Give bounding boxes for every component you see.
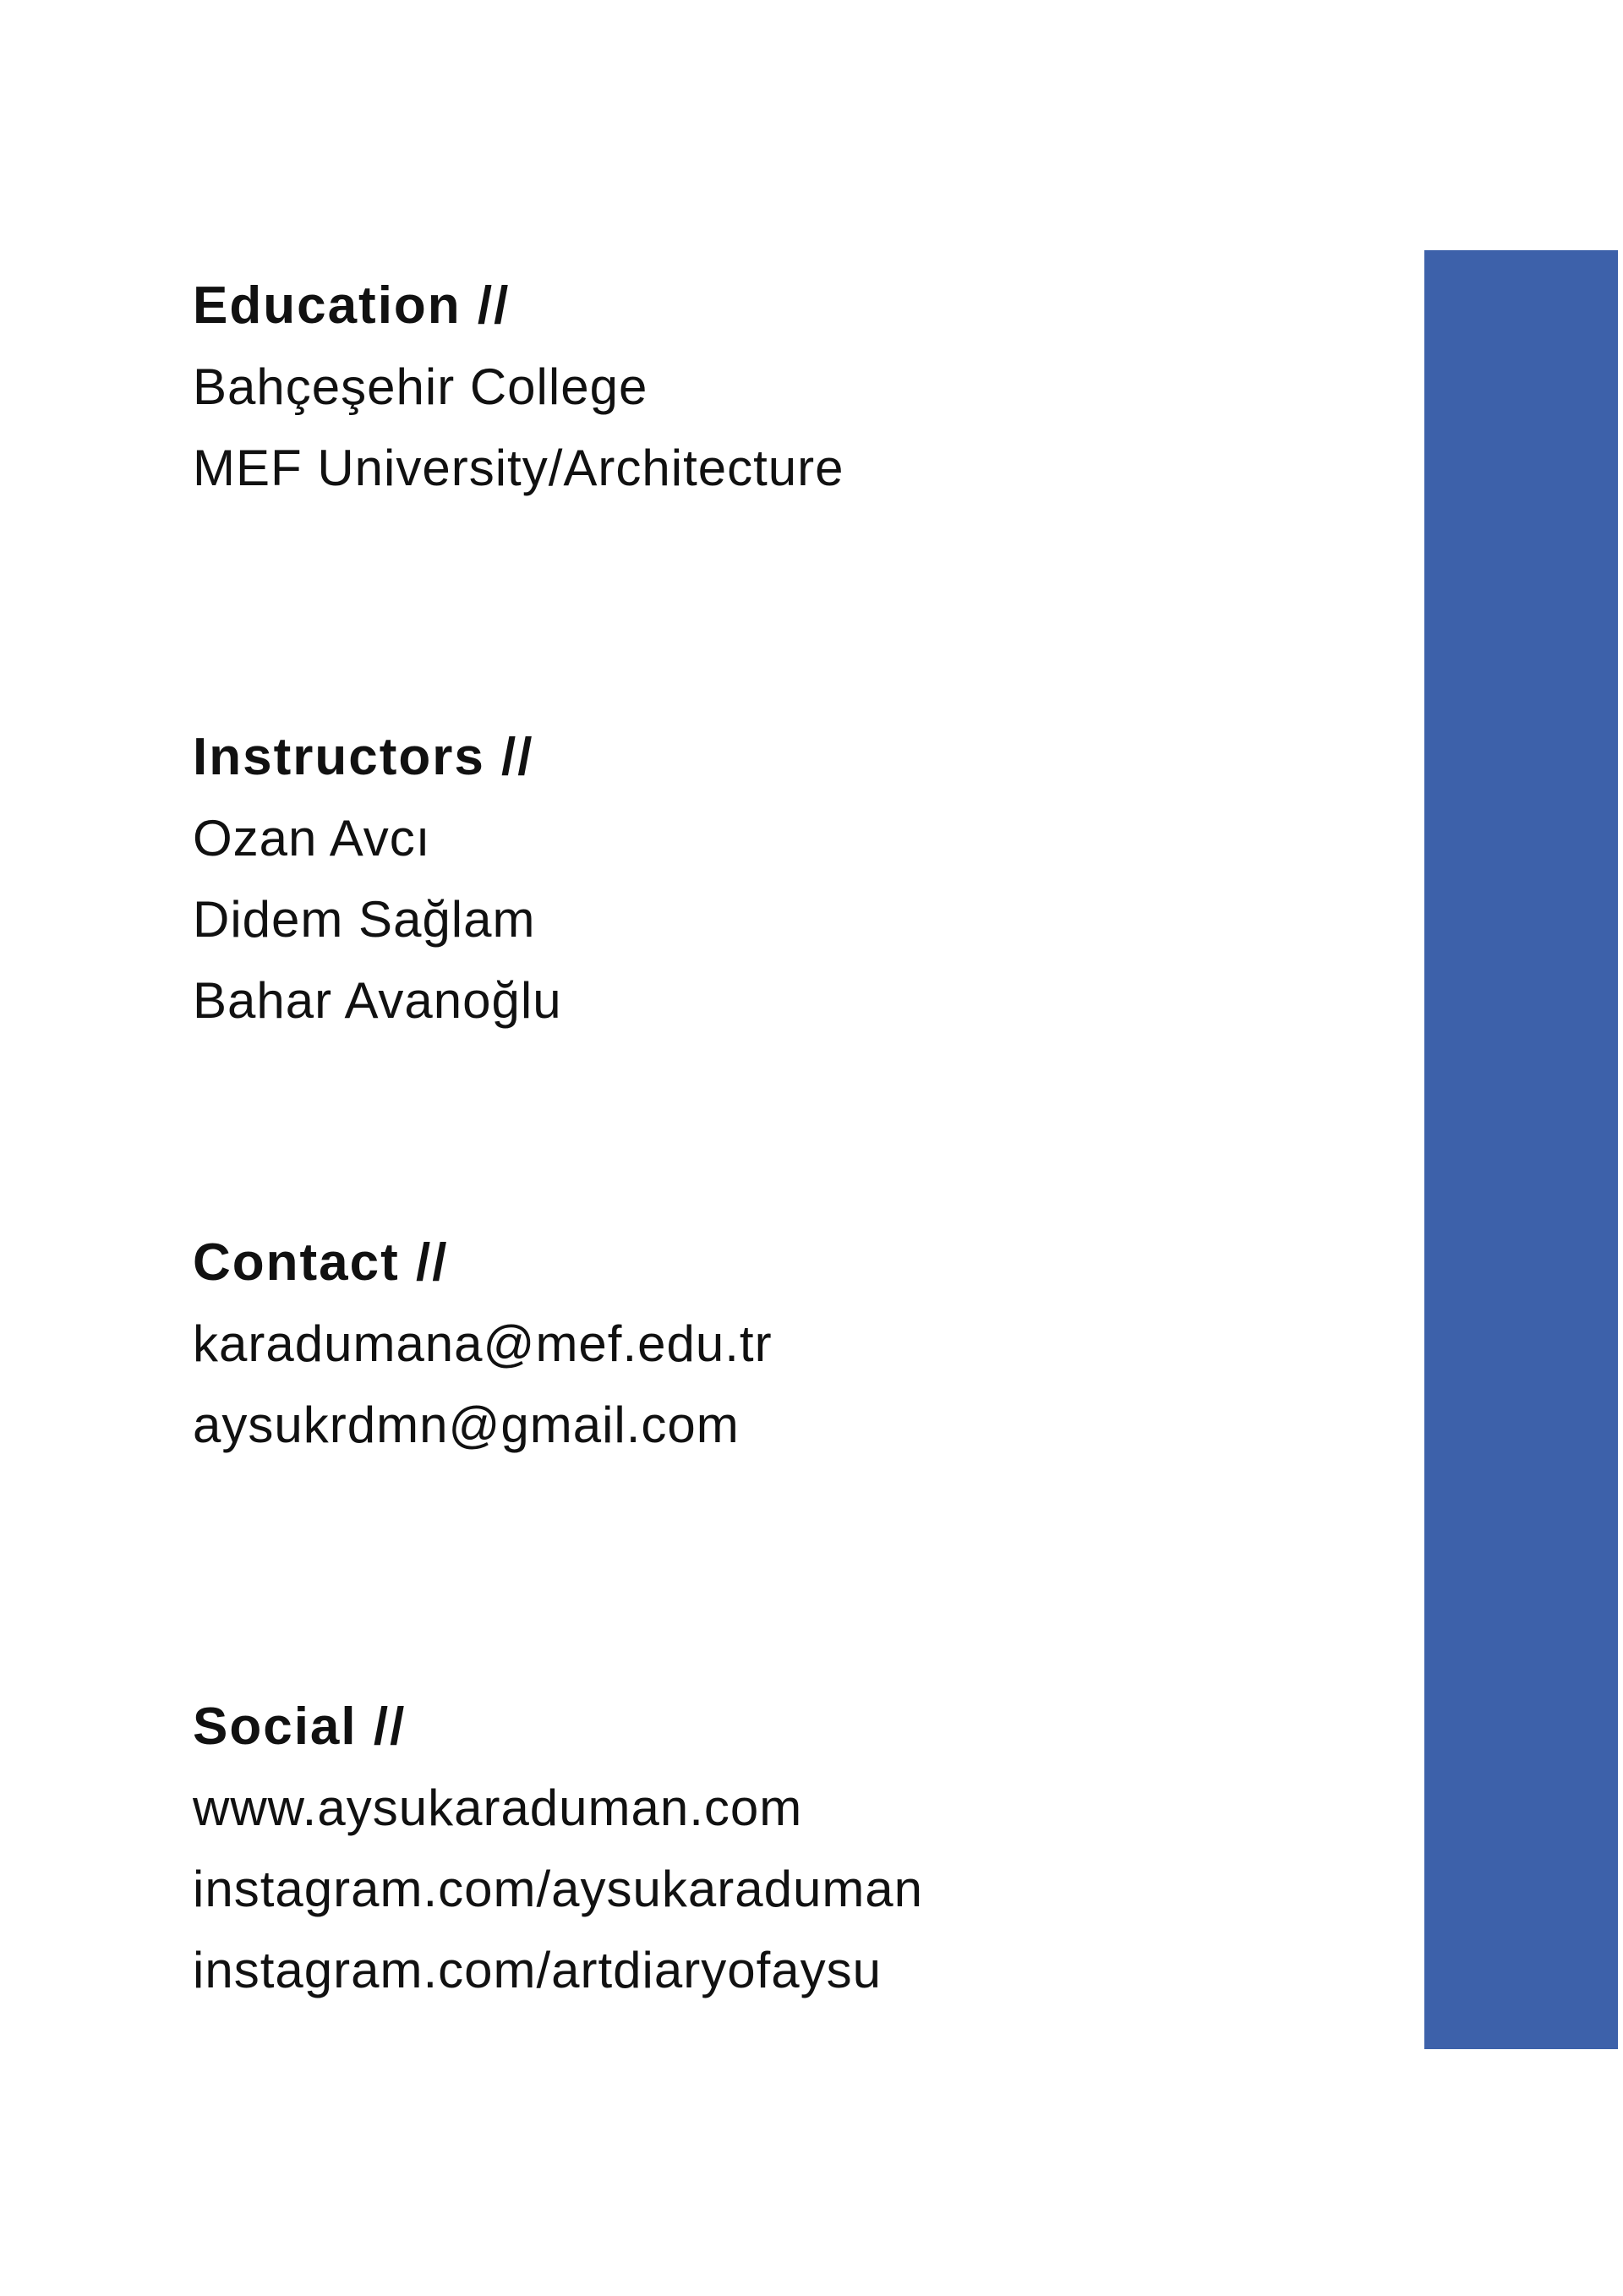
social-link: instagram.com/aysukaraduman [193, 1861, 924, 1917]
social-section [193, 1686, 923, 2011]
contact-email: karadumana@mef.edu.tr [193, 1315, 773, 1372]
contact-email: aysukrdmn@gmail.com [193, 1397, 740, 1453]
instructor-name: Bahar Avanoğlu [193, 972, 562, 1029]
education-heading: Education // [193, 276, 511, 335]
social-link: instagram.com/artdiaryofaysu [193, 1942, 882, 1998]
contact-heading: Contact // [193, 1233, 449, 1292]
social-link: www.aysukaraduman.com [193, 1779, 803, 1836]
education-section [193, 265, 844, 509]
education-item: MEF University/Architecture [193, 440, 844, 496]
instructors-section [193, 717, 562, 1041]
education-item: Bahçeşehir College [193, 358, 648, 415]
social-heading: Social // [193, 1697, 407, 1756]
contact-section [193, 1222, 773, 1466]
instructors-heading: Instructors // [193, 728, 534, 786]
instructor-name: Ozan Avcı [193, 810, 431, 866]
instructor-name: Didem Sağlam [193, 891, 536, 948]
accent-side-bar [1424, 250, 1618, 2049]
